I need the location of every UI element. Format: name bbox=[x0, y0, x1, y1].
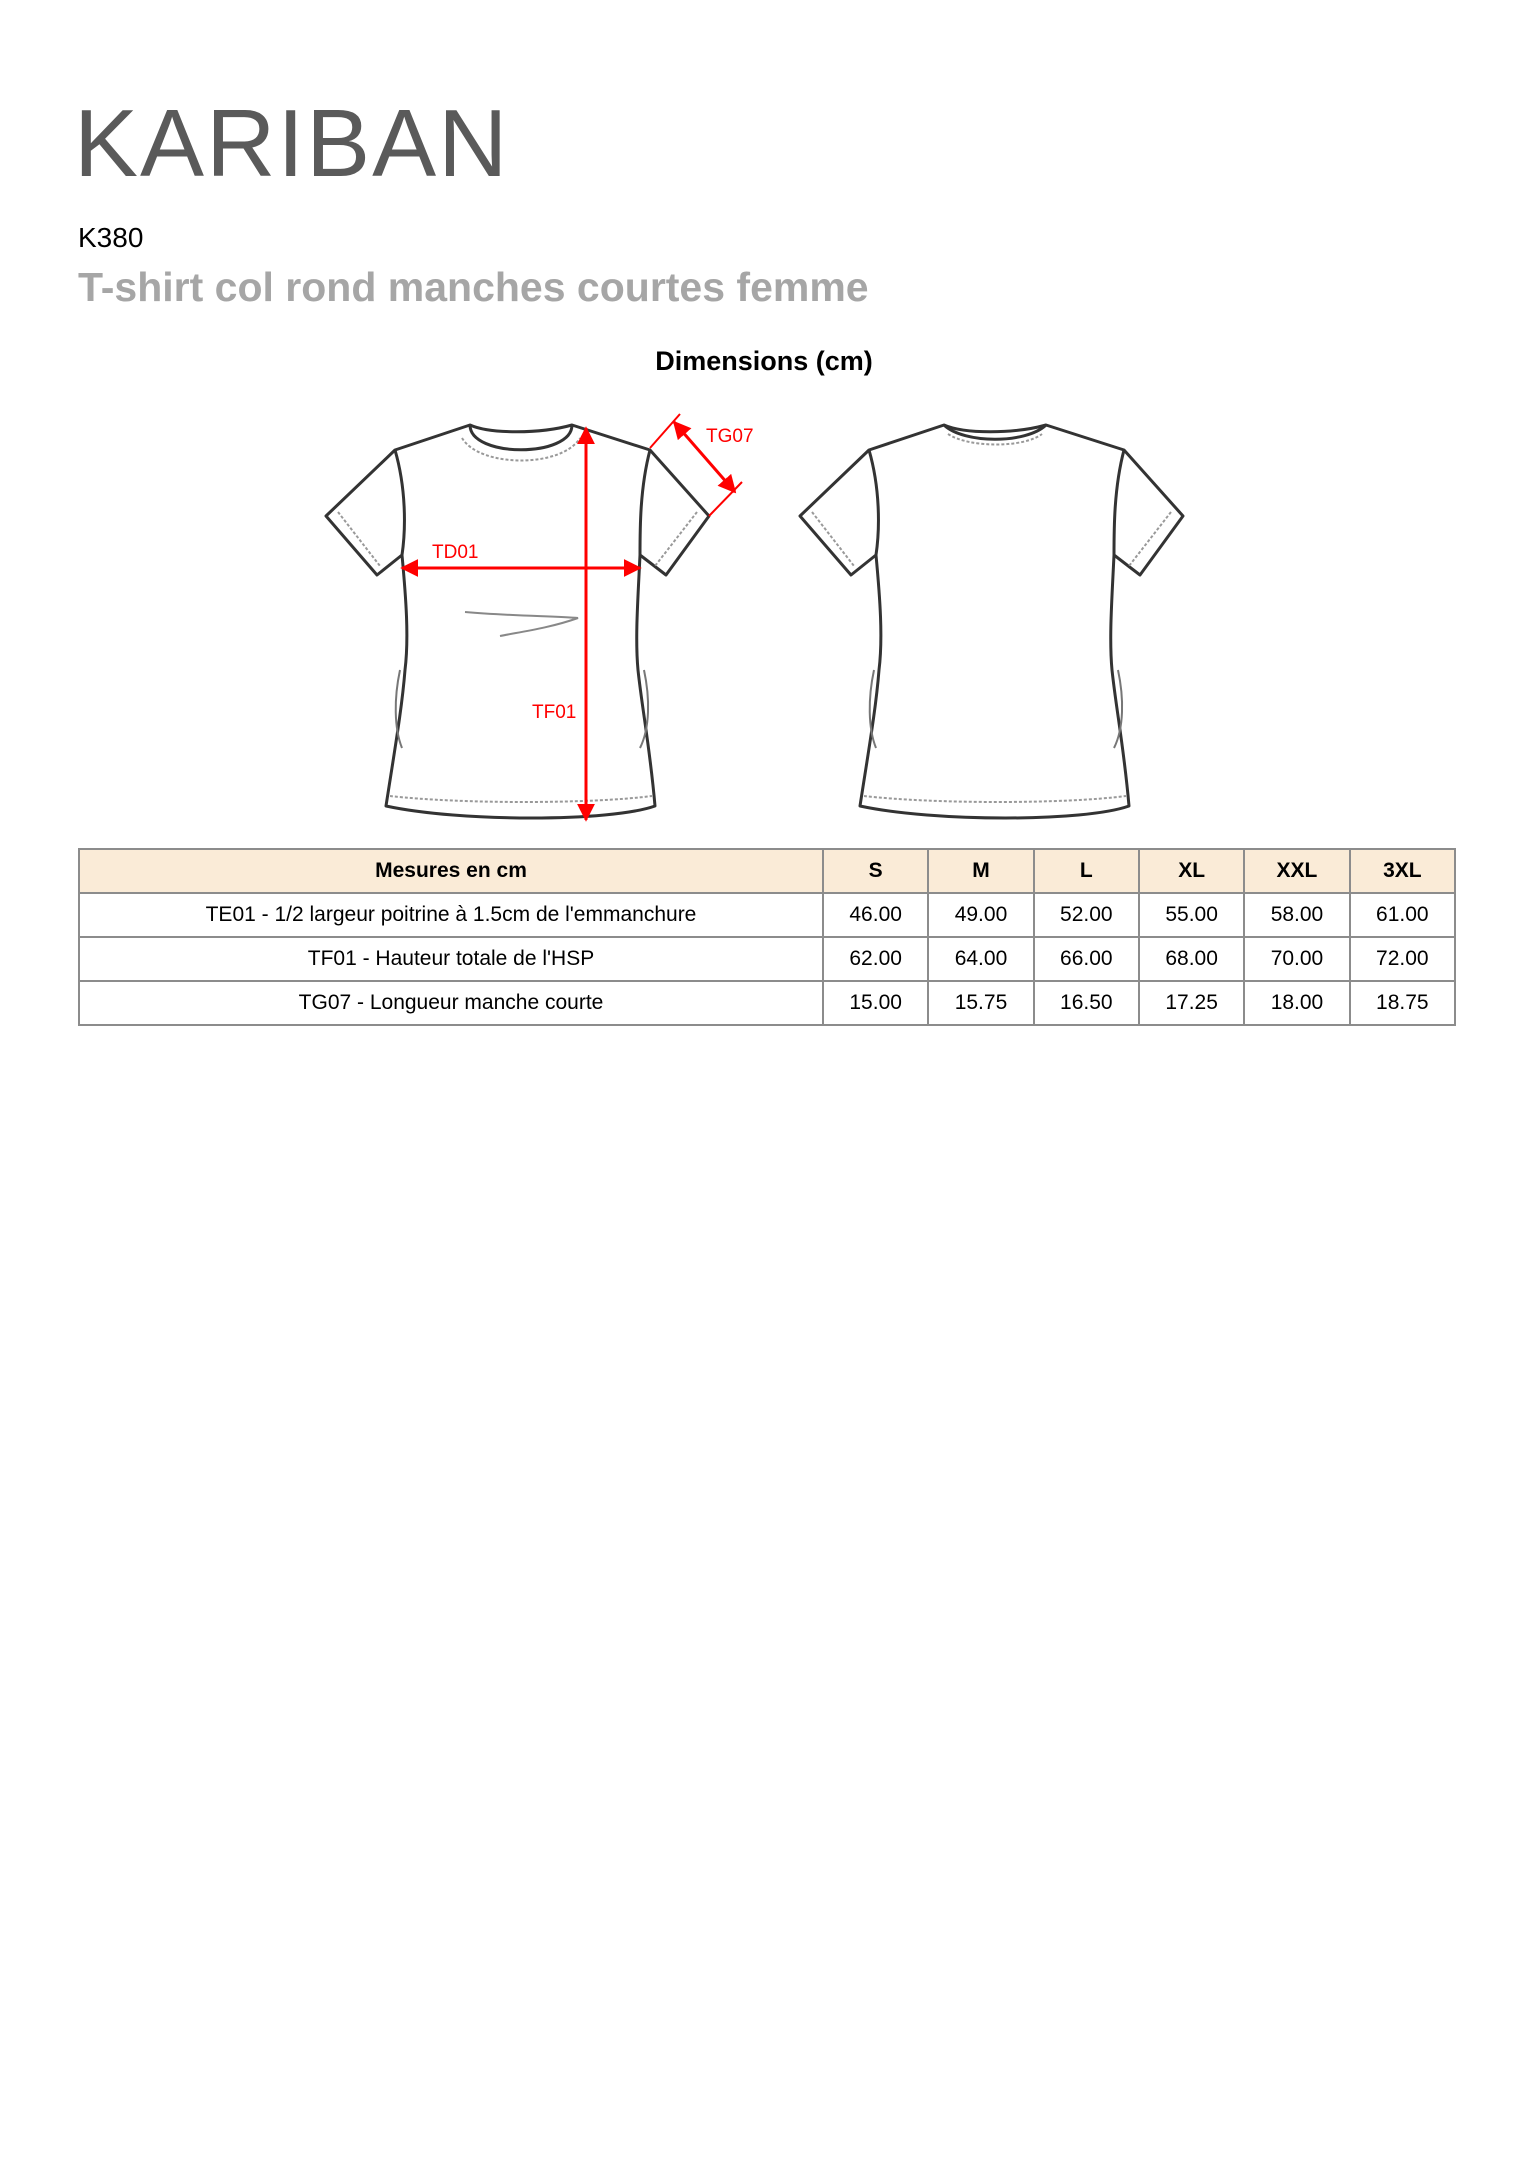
table-cell: 18.00 bbox=[1244, 981, 1349, 1025]
table-row bbox=[79, 937, 1455, 981]
header-measure-label: Mesures en cm bbox=[79, 849, 823, 893]
table-cell: 70.00 bbox=[1244, 937, 1349, 981]
tshirt-measurement-diagram bbox=[310, 408, 1210, 840]
header-size: XL bbox=[1139, 849, 1244, 893]
table-cell: 55.00 bbox=[1139, 893, 1244, 937]
table-row bbox=[79, 893, 1455, 937]
table-cell: 18.75 bbox=[1350, 981, 1455, 1025]
header-size: M bbox=[928, 849, 1033, 893]
tshirt-front-view bbox=[326, 414, 754, 820]
table-cell: 46.00 bbox=[823, 893, 928, 937]
table-cell: 72.00 bbox=[1350, 937, 1455, 981]
length-measure-label: TF01 bbox=[532, 702, 577, 723]
table-cell: 61.00 bbox=[1350, 893, 1455, 937]
sleeve-measure-label: TG07 bbox=[706, 426, 754, 447]
dimensions-title: Dimensions (cm) bbox=[655, 346, 873, 376]
table-cell: 64.00 bbox=[928, 937, 1033, 981]
row-label: TG07 - Longueur manche courte bbox=[79, 981, 823, 1025]
front-body-outline bbox=[326, 425, 709, 818]
row-label: TE01 - 1/2 largeur poitrine à 1.5cm de l'emmanchure bbox=[79, 893, 823, 937]
table-cell: 68.00 bbox=[1139, 937, 1244, 981]
brand-logo: KARIBAN bbox=[74, 90, 510, 197]
header-size: XXL bbox=[1244, 849, 1349, 893]
table-cell: 49.00 bbox=[928, 893, 1033, 937]
table-cell: 58.00 bbox=[1244, 893, 1349, 937]
header-size: S bbox=[823, 849, 928, 893]
tshirt-back-view bbox=[800, 425, 1183, 818]
table-cell: 16.50 bbox=[1034, 981, 1139, 1025]
table-cell: 15.00 bbox=[823, 981, 928, 1025]
product-reference: K380 bbox=[78, 222, 144, 253]
table-cell: 66.00 bbox=[1034, 937, 1139, 981]
row-label: TF01 - Hauteur totale de l'HSP bbox=[79, 937, 823, 981]
table-header-row bbox=[79, 849, 1455, 893]
header-size: L bbox=[1034, 849, 1139, 893]
table-cell: 15.75 bbox=[928, 981, 1033, 1025]
chest-measure-label: TD01 bbox=[432, 542, 479, 563]
table-cell: 17.25 bbox=[1139, 981, 1244, 1025]
product-title: T-shirt col rond manches courtes femme bbox=[78, 264, 869, 310]
size-chart-table bbox=[78, 848, 1456, 1026]
table-cell: 52.00 bbox=[1034, 893, 1139, 937]
back-body-outline bbox=[800, 425, 1183, 818]
table-cell: 62.00 bbox=[823, 937, 928, 981]
header-size: 3XL bbox=[1350, 849, 1455, 893]
table-row bbox=[79, 981, 1455, 1025]
